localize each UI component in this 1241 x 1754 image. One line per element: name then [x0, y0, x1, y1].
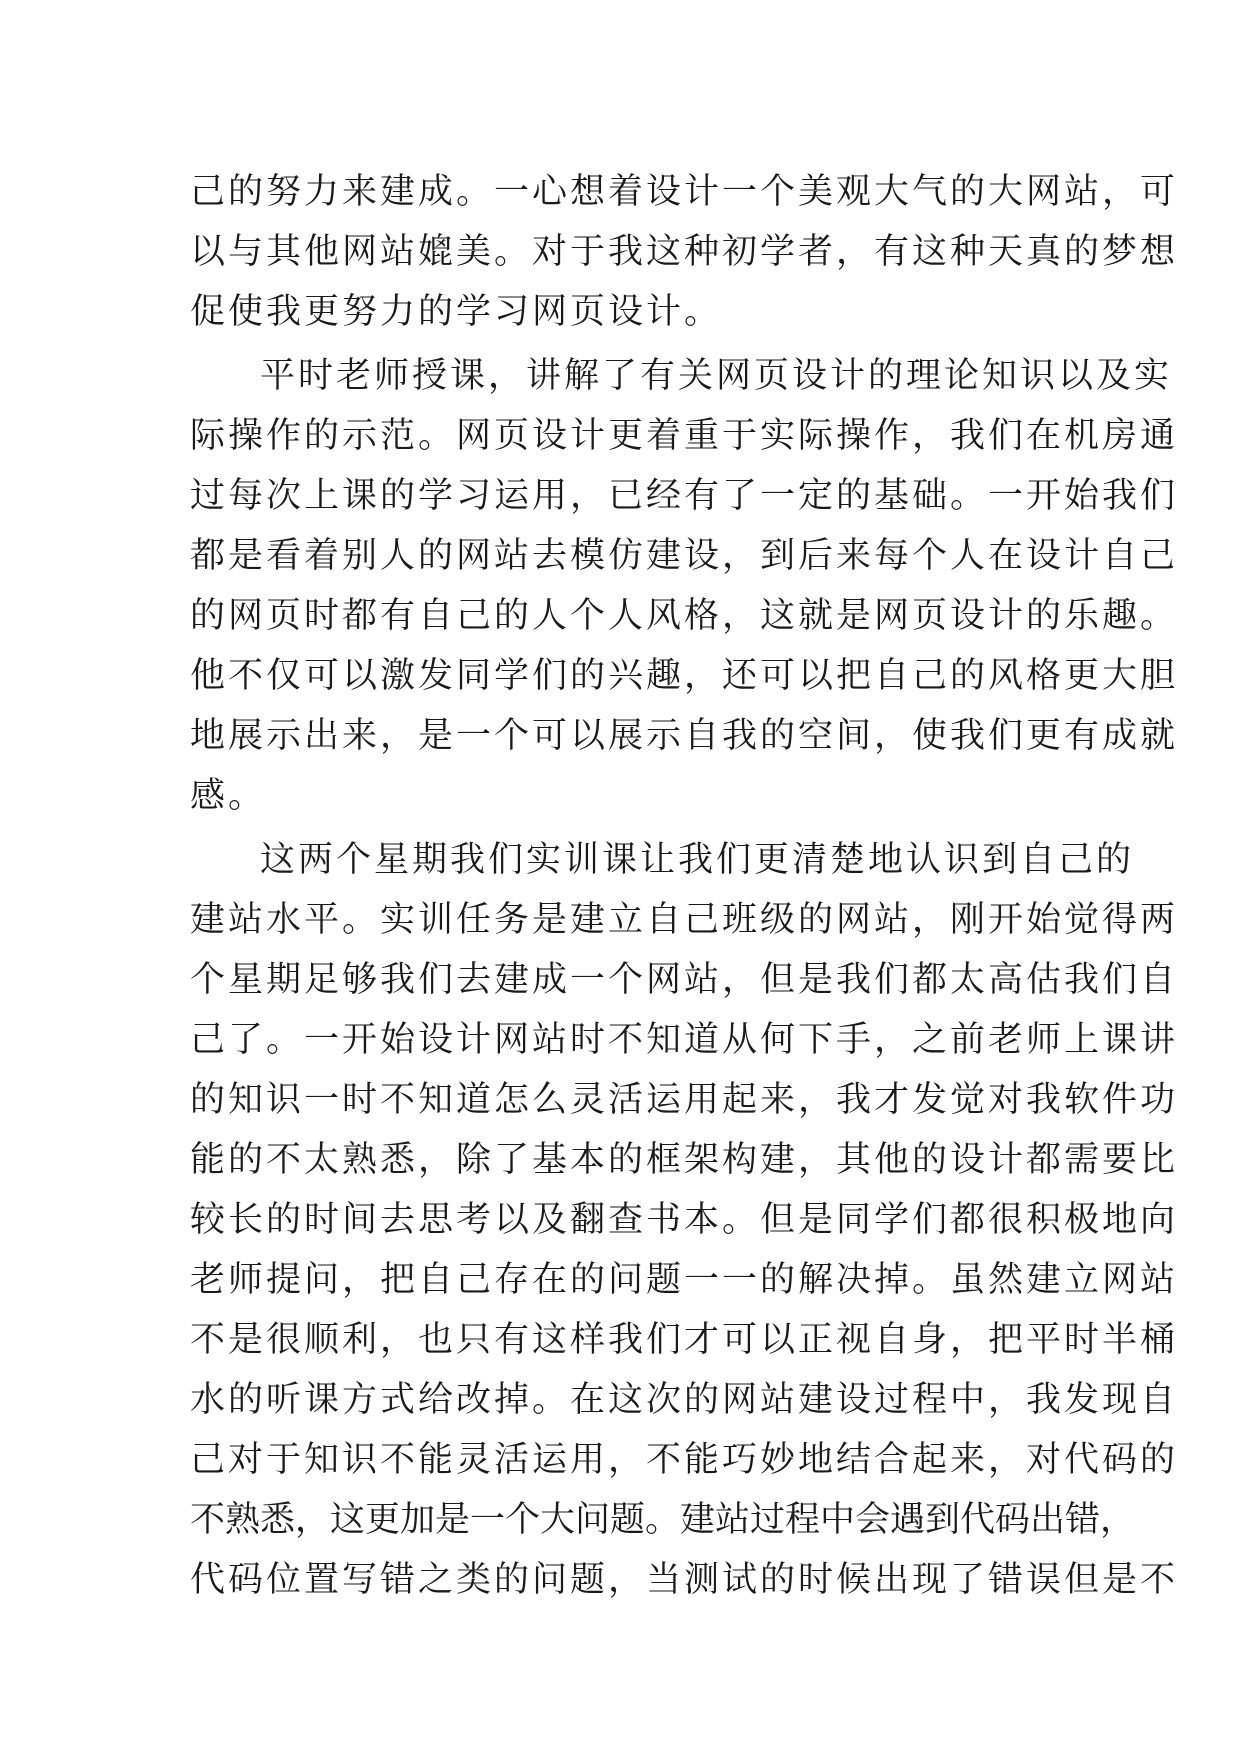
text-line: 他不仅可以激发同学们的兴趣，还可以把自己的风格更大胆	[190, 656, 1179, 696]
text-line: 水的听课方式给改掉。在这次的网站建设过程中，我发现自	[190, 1380, 1179, 1420]
paragraph-2	[190, 346, 1179, 826]
text-line: 地展示出来，是一个可以展示自我的空间，使我们更有成就	[190, 716, 1179, 756]
text-line: 己了。一开始设计网站时不知道从何下手，之前老师上课讲	[190, 1020, 1179, 1060]
text-line: 代码位置写错之类的问题，当测试的时候出现了错误但是不	[190, 1560, 1179, 1600]
text-line: 己的努力来建成。一心想着设计一个美观大气的大网站，可	[190, 172, 1179, 212]
text-line: 平时老师授课，讲解了有关网页设计的理论知识以及实	[260, 356, 1173, 396]
text-line: 以与其他网站媲美。对于我这种初学者，有这种天真的梦想	[190, 232, 1179, 272]
text-line: 感。	[190, 776, 267, 816]
text-line: 建站水平。实训任务是建立自己班级的网站，刚开始觉得两	[190, 900, 1179, 940]
text-line: 都是看着别人的网站去模仿建设，到后来每个人在设计自己	[190, 536, 1179, 576]
paragraph-1	[190, 162, 1179, 342]
text-line: 过每次上课的学习运用，已经有了一定的基础。一开始我们	[190, 476, 1179, 516]
text-line: 促使我更努力的学习网页设计。	[190, 292, 723, 332]
text-line: 的知识一时不知道怎么灵活运用起来，我才发觉对我软件功	[190, 1080, 1179, 1120]
paragraph-3	[190, 830, 1179, 1610]
text-line: 际操作的示范。网页设计更着重于实际操作，我们在机房通	[190, 416, 1179, 456]
text-line: 不熟悉，这更加是一个大问题。建站过程中会遇到代码出错，	[190, 1500, 1136, 1540]
text-line: 这两个星期我们实训课让我们更清楚地认识到自己的	[260, 840, 1135, 880]
text-line: 己对于知识不能灵活运用，不能巧妙地结合起来，对代码的	[190, 1440, 1179, 1480]
text-line: 不是很顺利，也只有这样我们才可以正视自身，把平时半桶	[190, 1320, 1179, 1360]
text-line: 较长的时间去思考以及翻查书本。但是同学们都很积极地向	[190, 1200, 1179, 1240]
document-body	[190, 162, 1179, 1610]
text-line: 的网页时都有自己的人个人风格，这就是网页设计的乐趣。	[190, 596, 1179, 636]
text-line: 能的不太熟悉，除了基本的框架构建，其他的设计都需要比	[190, 1140, 1179, 1180]
text-line: 老师提问，把自己存在的问题一一的解决掉。虽然建立网站	[190, 1260, 1179, 1300]
text-line: 个星期足够我们去建成一个网站，但是我们都太高估我们自	[190, 960, 1179, 1000]
